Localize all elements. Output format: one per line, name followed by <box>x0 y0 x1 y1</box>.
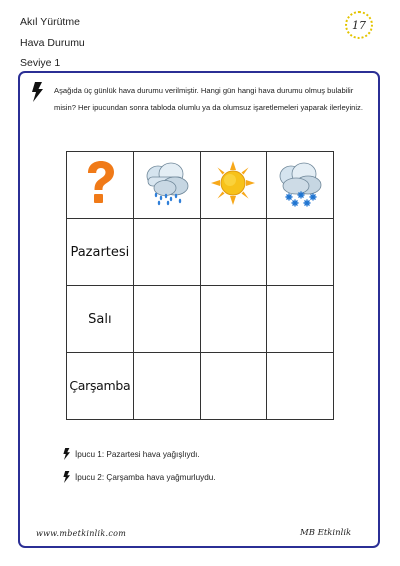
lightning-bolt-icon <box>62 471 72 483</box>
day-label-cell <box>67 219 134 286</box>
header-row <box>67 152 334 219</box>
page-number-badge <box>345 11 373 39</box>
table-row <box>67 286 334 353</box>
rain-cell <box>133 152 200 219</box>
worksheet-topic: Akıl Yürütme <box>20 16 80 28</box>
answer-cell[interactable] <box>200 353 267 420</box>
table-row <box>67 219 334 286</box>
answer-cell[interactable] <box>267 286 334 353</box>
snow-cell <box>267 152 334 219</box>
snow-cloud-icon <box>272 159 328 207</box>
hint-1 <box>62 448 200 460</box>
lightning-bolt-icon <box>30 82 46 102</box>
sun-cell <box>200 152 267 219</box>
answer-cell[interactable] <box>133 286 200 353</box>
answer-cell[interactable] <box>267 219 334 286</box>
answer-cell[interactable] <box>133 353 200 420</box>
page-number: 17 <box>352 18 366 32</box>
hint-text: İpucu 2: Çarşamba hava yağmurluydu. <box>75 472 216 482</box>
day-label-cell <box>67 286 134 353</box>
worksheet-title: Hava Durumu <box>20 37 85 49</box>
answer-cell[interactable] <box>200 219 267 286</box>
answer-cell[interactable] <box>267 353 334 420</box>
table-row <box>67 353 334 420</box>
day-label: Salı <box>88 312 112 327</box>
answer-cell[interactable] <box>200 286 267 353</box>
worksheet-level: Seviye 1 <box>20 57 61 69</box>
day-label: Pazartesi <box>70 245 130 260</box>
brand-signature: MB Etkinlik <box>300 528 352 538</box>
answer-cell[interactable] <box>133 219 200 286</box>
day-label: Çarşamba <box>69 378 131 393</box>
sun-icon <box>209 159 257 207</box>
instruction-text: Aşağıda üç günlük hava durumu verilmiştir. Hangi gün hangi hava durumu olmuş bulabilir misin? Her ipucundan sonra tabloda olumlu ya da olumsuz işaretlemeleri yaparak ilerleyiniz. <box>54 86 363 112</box>
logic-grid <box>66 151 334 420</box>
hint-2 <box>62 471 216 483</box>
rain-cloud-icon <box>139 159 195 207</box>
day-label-cell <box>67 353 134 420</box>
question-cell <box>67 152 134 219</box>
hint-text: İpucu 1: Pazartesi hava yağışlıydı. <box>75 449 200 459</box>
website-link[interactable]: www.mbetkinlik.com <box>36 529 127 538</box>
question-mark-icon <box>80 160 120 206</box>
lightning-bolt-icon <box>62 448 72 460</box>
